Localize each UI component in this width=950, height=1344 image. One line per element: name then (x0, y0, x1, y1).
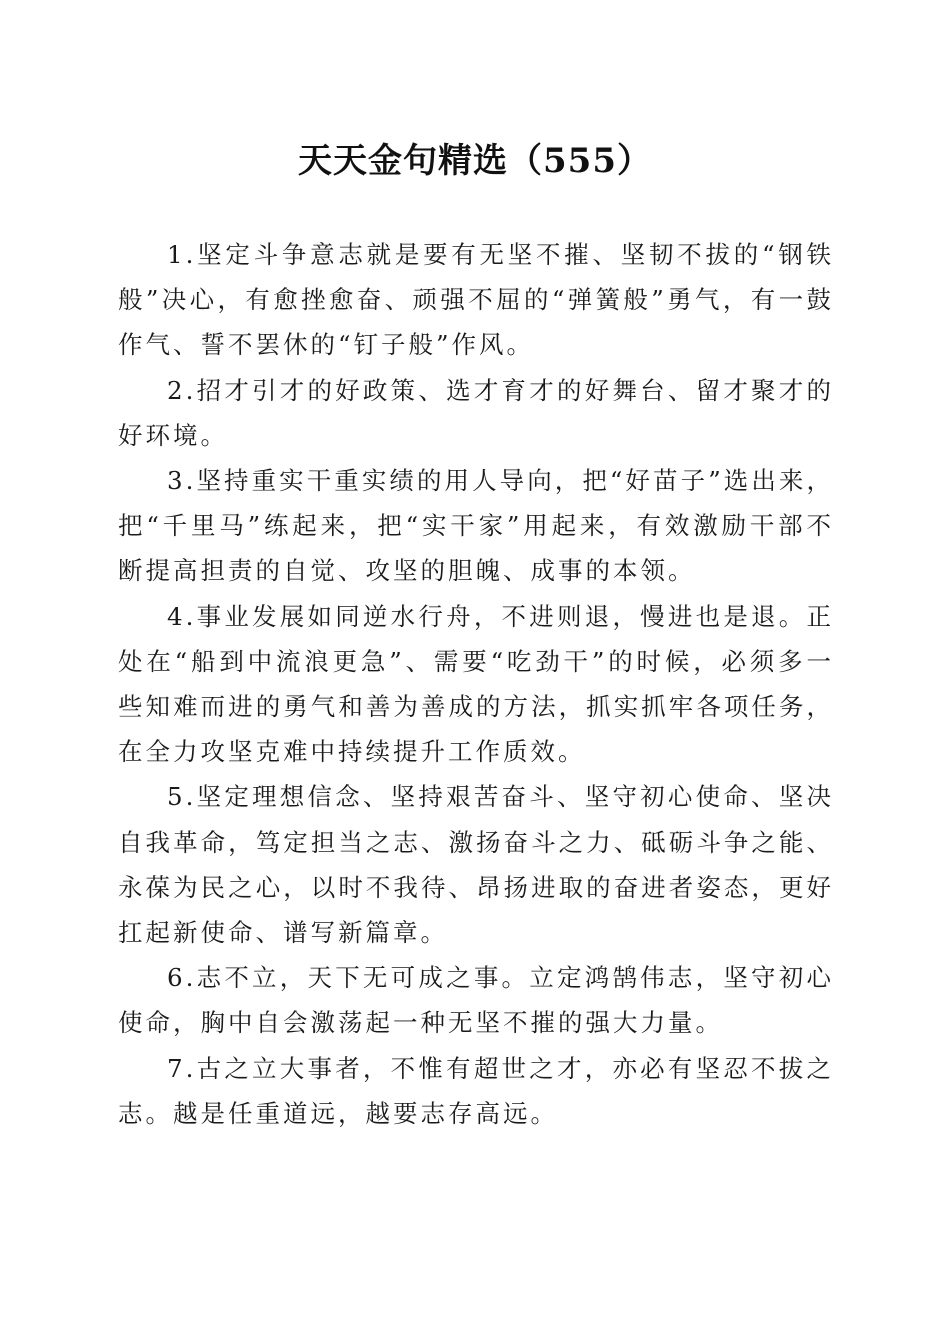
paragraph-1: 1.坚定斗争意志就是要有无坚不摧、坚韧不拔的“钢铁般”决心，有愈挫愈奋、顽强不屈的“弹簧般”勇气，有一鼓作气、誓不罢休的“钉子般”作风。 (118, 240, 834, 360)
paragraph-5: 5.坚定理想信念、坚持艰苦奋斗、坚守初心使命、坚决自我革命，笃定担当之志、激扬奋斗之力、砥砺斗争之能、永葆为民之心，以时不我待、昂扬进取的奋进者姿态，更好扛起新使命、谱写新篇章。 (118, 782, 834, 948)
paragraph-6: 6.志不立，天下无可成之事。立定鸿鹄伟志，坚守初心使命，胸中自会激荡起一种无坚不摧的强大力量。 (118, 963, 834, 1038)
paragraph-4: 4.事业发展如同逆水行舟，不进则退，慢进也是退。正处在“船到中流浪更急”、需要“吃劲干”的时候，必须多一些知难而进的勇气和善为善成的方法，抓实抓牢各项任务，在全力攻坚克难中持续提升工作质效。 (118, 601, 834, 767)
document-title: 天天金句精选（555） (298, 141, 652, 181)
paragraph-2: 2.招才引才的好政策、选才育才的好舞台、留才聚才的好环境。 (118, 375, 834, 450)
paragraph-7: 7.古之立大事者，不惟有超世之才，亦必有坚忍不拔之志。越是任重道远，越要志存高远。 (118, 1053, 834, 1128)
document-body (118, 232, 834, 1136)
paragraph-3: 3.坚持重实干重实绩的用人导向，把“好苗子”选出来，把“千里马”练起来，把“实干家”用起来，有效激励干部不断提高担责的自觉、攻坚的胆魄、成事的本领。 (118, 466, 834, 586)
